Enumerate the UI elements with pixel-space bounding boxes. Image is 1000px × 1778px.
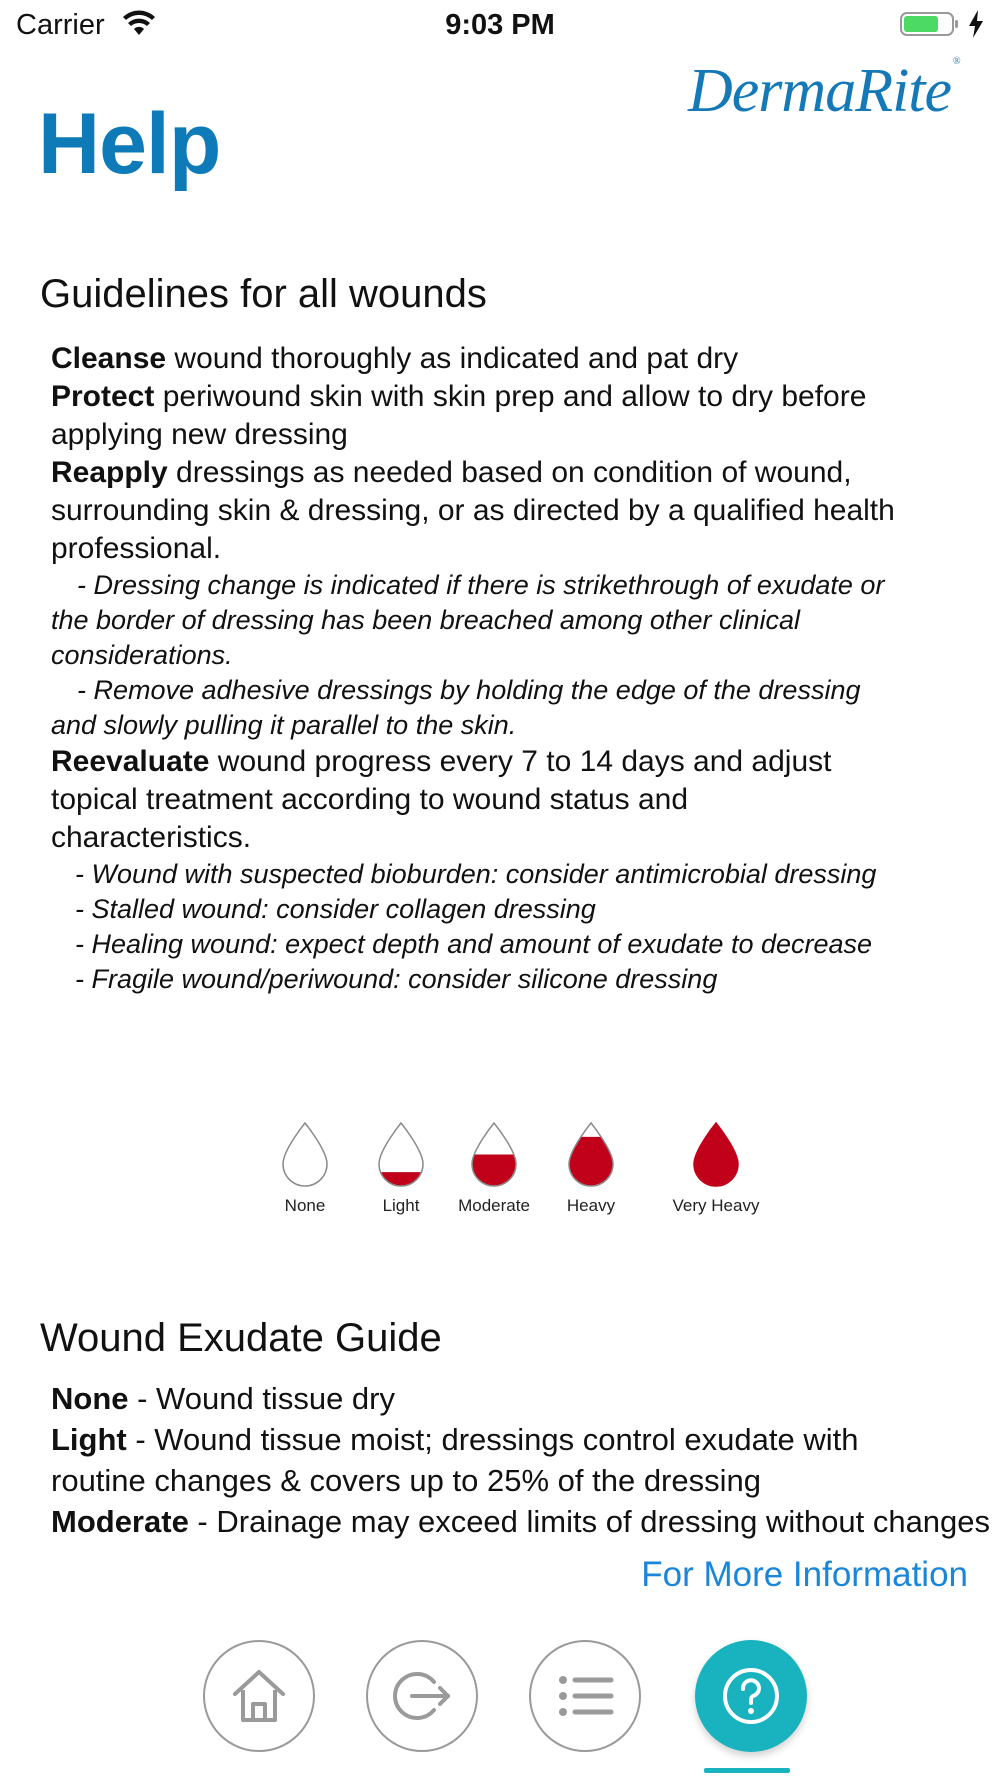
page-title: Help [38, 96, 221, 192]
guideline-line: Protect periwound skin with skin prep and allow to dry before [51, 380, 867, 413]
reapply-note: the border of dressing has been breached among other clinical [51, 605, 800, 635]
reevaluate-note: - Stalled wound: consider collagen dressing [75, 894, 596, 924]
guideline-line: professional. [51, 532, 222, 565]
drop-heavy [546, 1120, 636, 1216]
reapply-note: considerations. [51, 640, 233, 670]
home-icon [227, 1664, 291, 1728]
nav-help-button[interactable] [695, 1640, 807, 1752]
exudate-line: Moderate - Drainage may exceed limits of dressing without changes [51, 1504, 991, 1539]
bottom-nav [0, 1640, 1000, 1778]
drop-very-heavy [656, 1120, 776, 1216]
guideline-line: Cleanse wound thoroughly as indicated and pat dry [51, 342, 739, 375]
drop-label: Very Heavy [672, 1196, 760, 1215]
reapply-note: - Remove adhesive dressings by holding the edge of the dressing [77, 675, 861, 705]
logout-icon [390, 1664, 454, 1728]
reapply-note: - Dressing change is indicated if there is strikethrough of exudate or [77, 570, 885, 600]
drop-icon [467, 1120, 521, 1186]
drop-icon [278, 1120, 332, 1186]
drop-fill [564, 1137, 618, 1186]
exudate-guide-body [51, 1378, 991, 1542]
reevaluate-note: - Wound with suspected bioburden: consider antimicrobial dressing [75, 859, 877, 889]
drop-label: Heavy [566, 1196, 616, 1215]
nav-home-button[interactable] [203, 1640, 315, 1752]
exudate-guide-heading: Wound Exudate Guide [40, 1316, 442, 1360]
exudate-scale [260, 1120, 780, 1240]
nav-logout-button[interactable] [366, 1640, 478, 1752]
drop-label: Moderate [458, 1196, 530, 1215]
active-tab-indicator [704, 1768, 790, 1773]
drop-icon [374, 1120, 428, 1186]
status-bar [0, 0, 1000, 52]
guidelines-body [51, 340, 971, 997]
clock: 9:03 PM [445, 9, 555, 41]
charging-bolt-icon [966, 9, 986, 39]
guideline-line: Reapply dressings as needed based on condition of wound, [51, 456, 852, 489]
exudate-line: routine changes & covers up to 25% of the dressing [51, 1463, 761, 1498]
guideline-line: Reevaluate wound progress every 7 to 14 days and adjust [51, 745, 832, 778]
guidelines-heading: Guidelines for all wounds [40, 272, 487, 316]
drop-outline [283, 1123, 327, 1186]
dermarite-logo: DermaRite ® [688, 56, 960, 125]
drop-light [356, 1120, 446, 1216]
drop-icon [564, 1120, 618, 1186]
guideline-line: topical treatment according to wound status and [51, 783, 689, 816]
reevaluate-note: - Healing wound: expect depth and amount of exudate to decrease [75, 929, 873, 959]
drop-moderate [449, 1120, 539, 1216]
guideline-line: surrounding skin & dressing, or as directed by a qualified health [51, 494, 895, 527]
drop-label: Light [382, 1196, 420, 1215]
nav-list-button[interactable] [529, 1640, 641, 1752]
list-icon [553, 1664, 617, 1728]
reapply-note: and slowly pulling it parallel to the skin. [51, 710, 517, 740]
carrier-label: Carrier [16, 9, 105, 41]
exudate-line: Light - Wound tissue moist; dressings control exudate with [51, 1422, 859, 1457]
help-content-scroll[interactable] [0, 268, 1000, 1539]
reevaluate-note: - Fragile wound/periwound: consider silicone dressing [75, 964, 718, 994]
help-icon [719, 1664, 783, 1728]
exudate-line: None - Wound tissue dry [51, 1381, 395, 1416]
battery-icon [900, 11, 960, 37]
guideline-line: characteristics. [51, 821, 252, 854]
drop-label: None [284, 1196, 326, 1215]
drop-icon [689, 1120, 743, 1186]
drop-fill [467, 1155, 521, 1187]
drop-none [260, 1120, 350, 1216]
more-information-link[interactable]: For More Information [641, 1555, 968, 1594]
guideline-line: applying new dressing [51, 418, 348, 451]
